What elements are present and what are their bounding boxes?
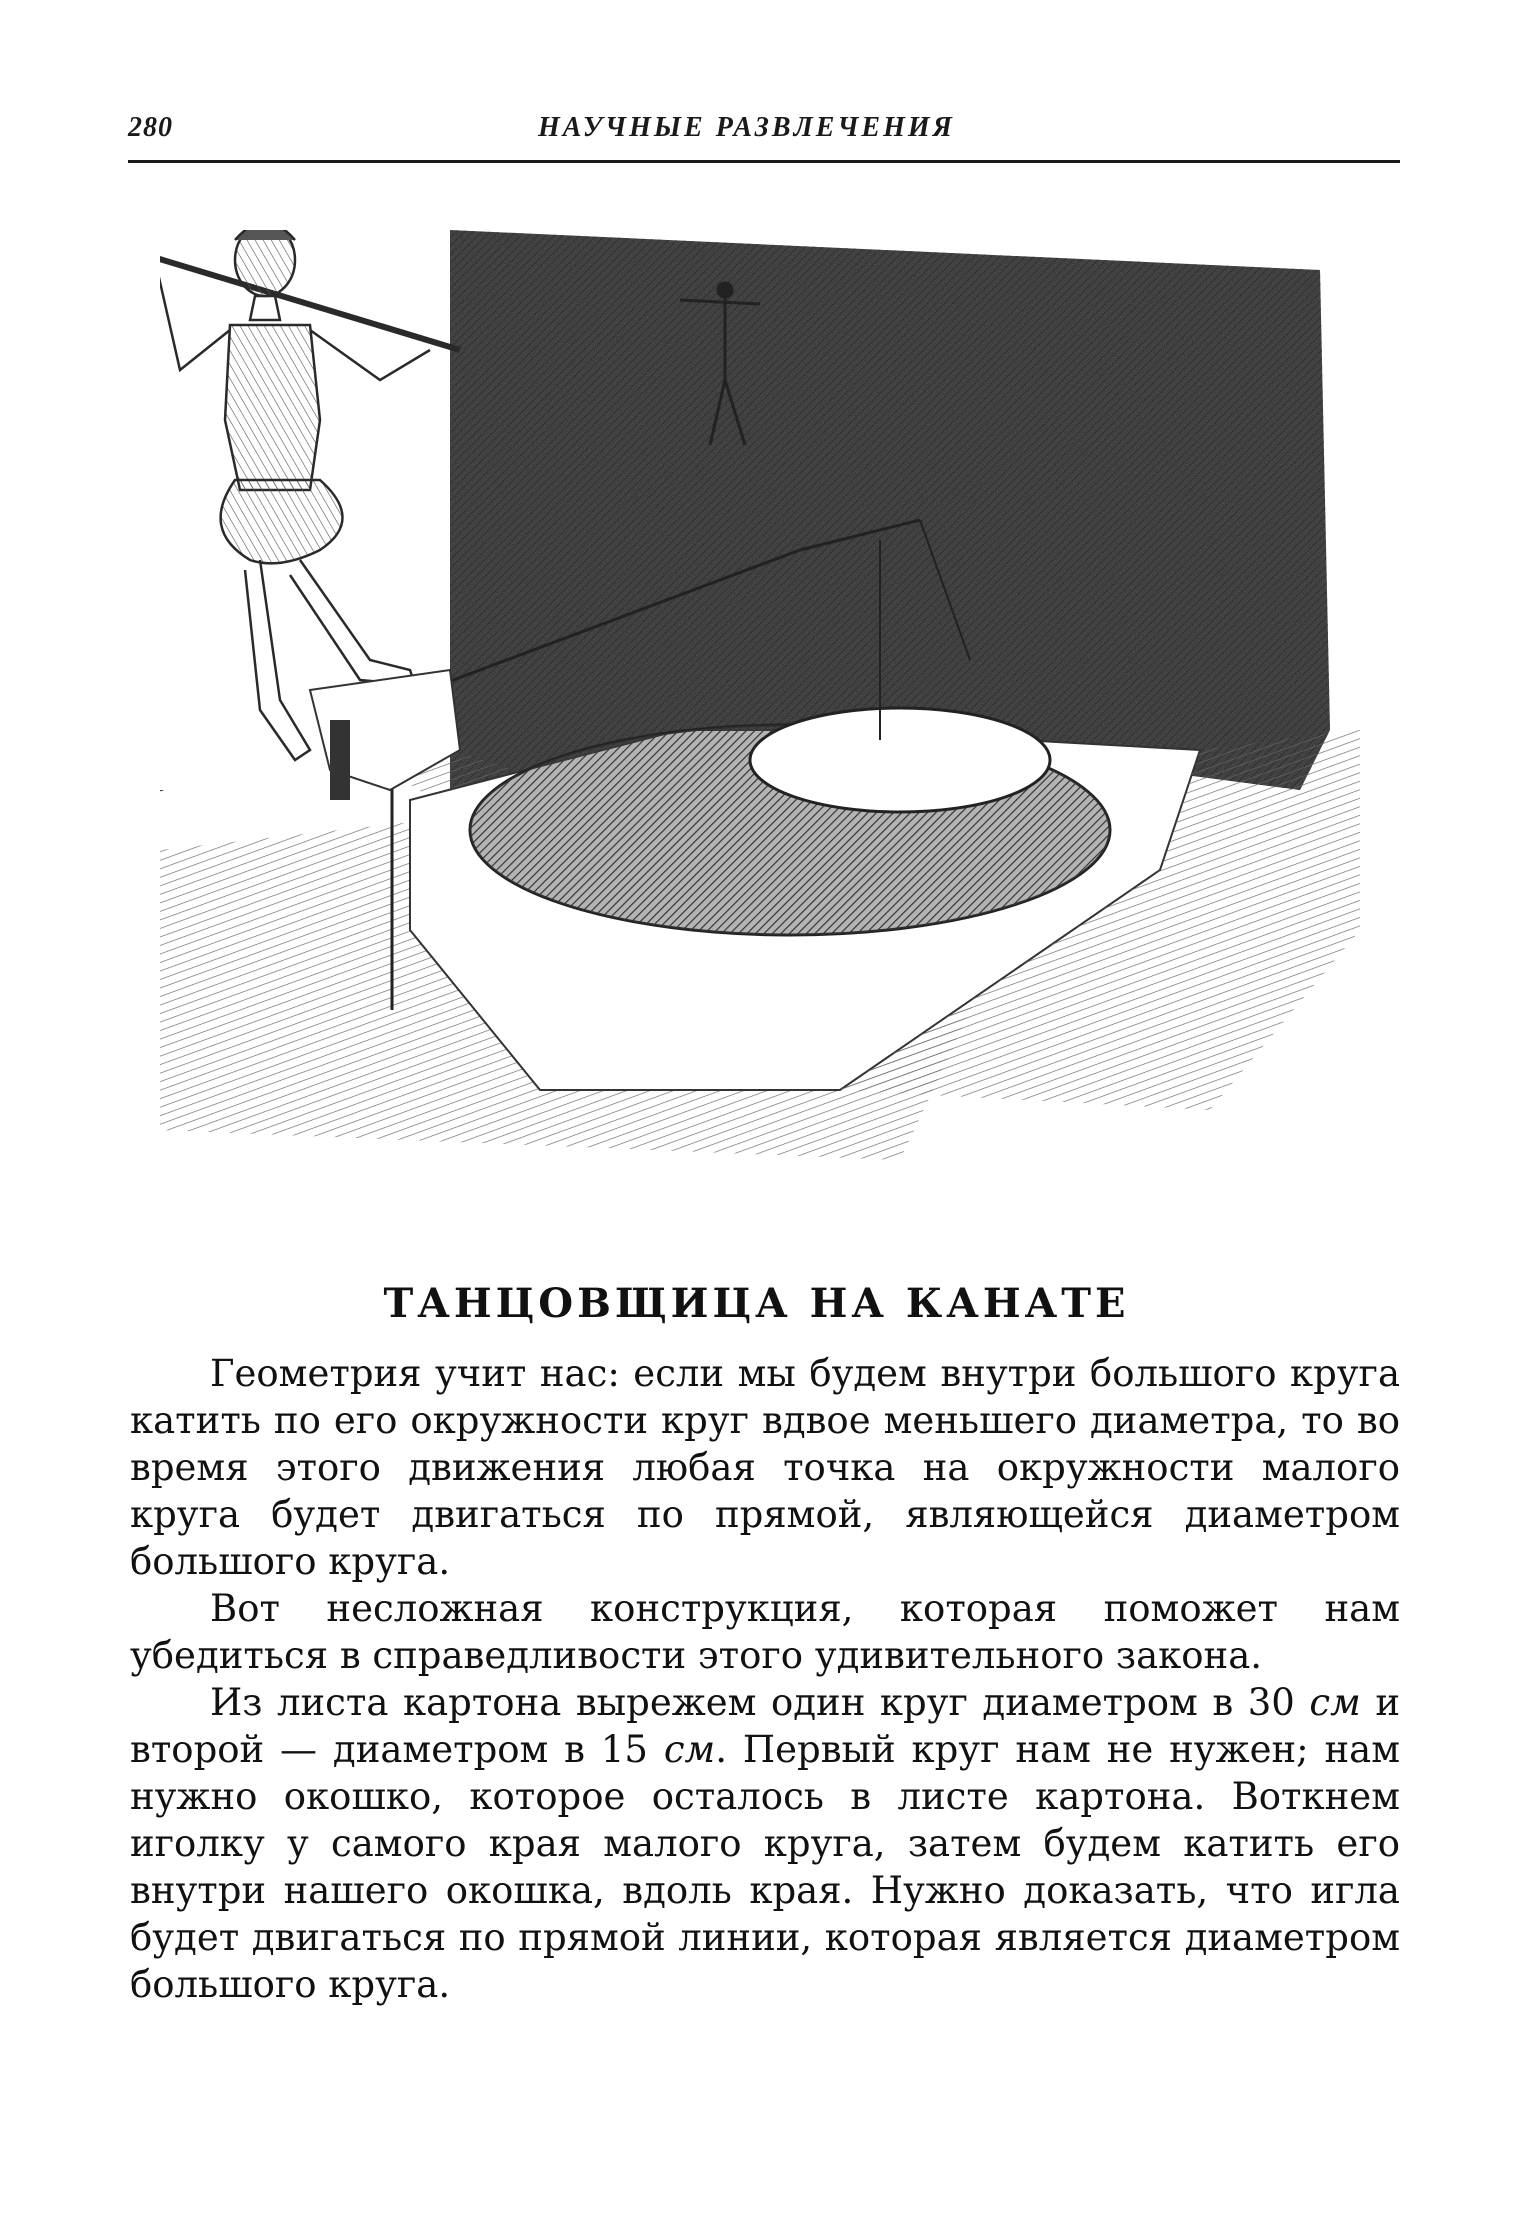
running-title: НАУЧНЫЕ РАЗВЛЕЧЕНИЯ xyxy=(538,112,955,143)
paragraph-2: Вот несложная конструкция, которая поможет нам убедиться в справедливости этого удивительного закона. xyxy=(130,1587,1400,1677)
page-number: 280 xyxy=(128,112,173,143)
paragraph-3-part-2: и второй — диаметром в 15 xyxy=(130,1681,1401,1771)
engraving-svg xyxy=(160,230,1360,1200)
header-rule xyxy=(128,160,1400,163)
paragraph-3-part-3: . Первый круг нам не нужен; нам нужно окошко, которое осталось в листе картона. Воткнем иголку у самого края малого круга, затем будем катить его внутри нашего окошка, вдоль края. Нужно доказать, что игла будет двигаться по прямой линии, которая является диаметром большого круга. xyxy=(130,1728,1400,2006)
body-text xyxy=(130,1350,1400,2008)
paragraph-3 xyxy=(130,1679,1400,2008)
section-title: ТАНЦОВЩИЦА НА КАНАТЕ xyxy=(383,1280,1130,1327)
engraving-illustration xyxy=(160,230,1360,1200)
paragraph-1: Геометрия учит нас: если мы будем внутри большого круга катить по его окружности круг вдвое меньшего диаметра, то во время этого движения любая точка на окружности малого круга будет двигаться по прямой, являющейся диаметром большого круга. xyxy=(130,1352,1400,1583)
small-rolling-circle xyxy=(750,708,1050,812)
unit-cm-1: см xyxy=(1309,1681,1361,1724)
paragraph-3-part-1: Из листа картона вырежем один круг диаметром в 30 xyxy=(210,1681,1310,1724)
unit-cm-2: см xyxy=(663,1728,716,1771)
page-header xyxy=(128,112,1400,152)
